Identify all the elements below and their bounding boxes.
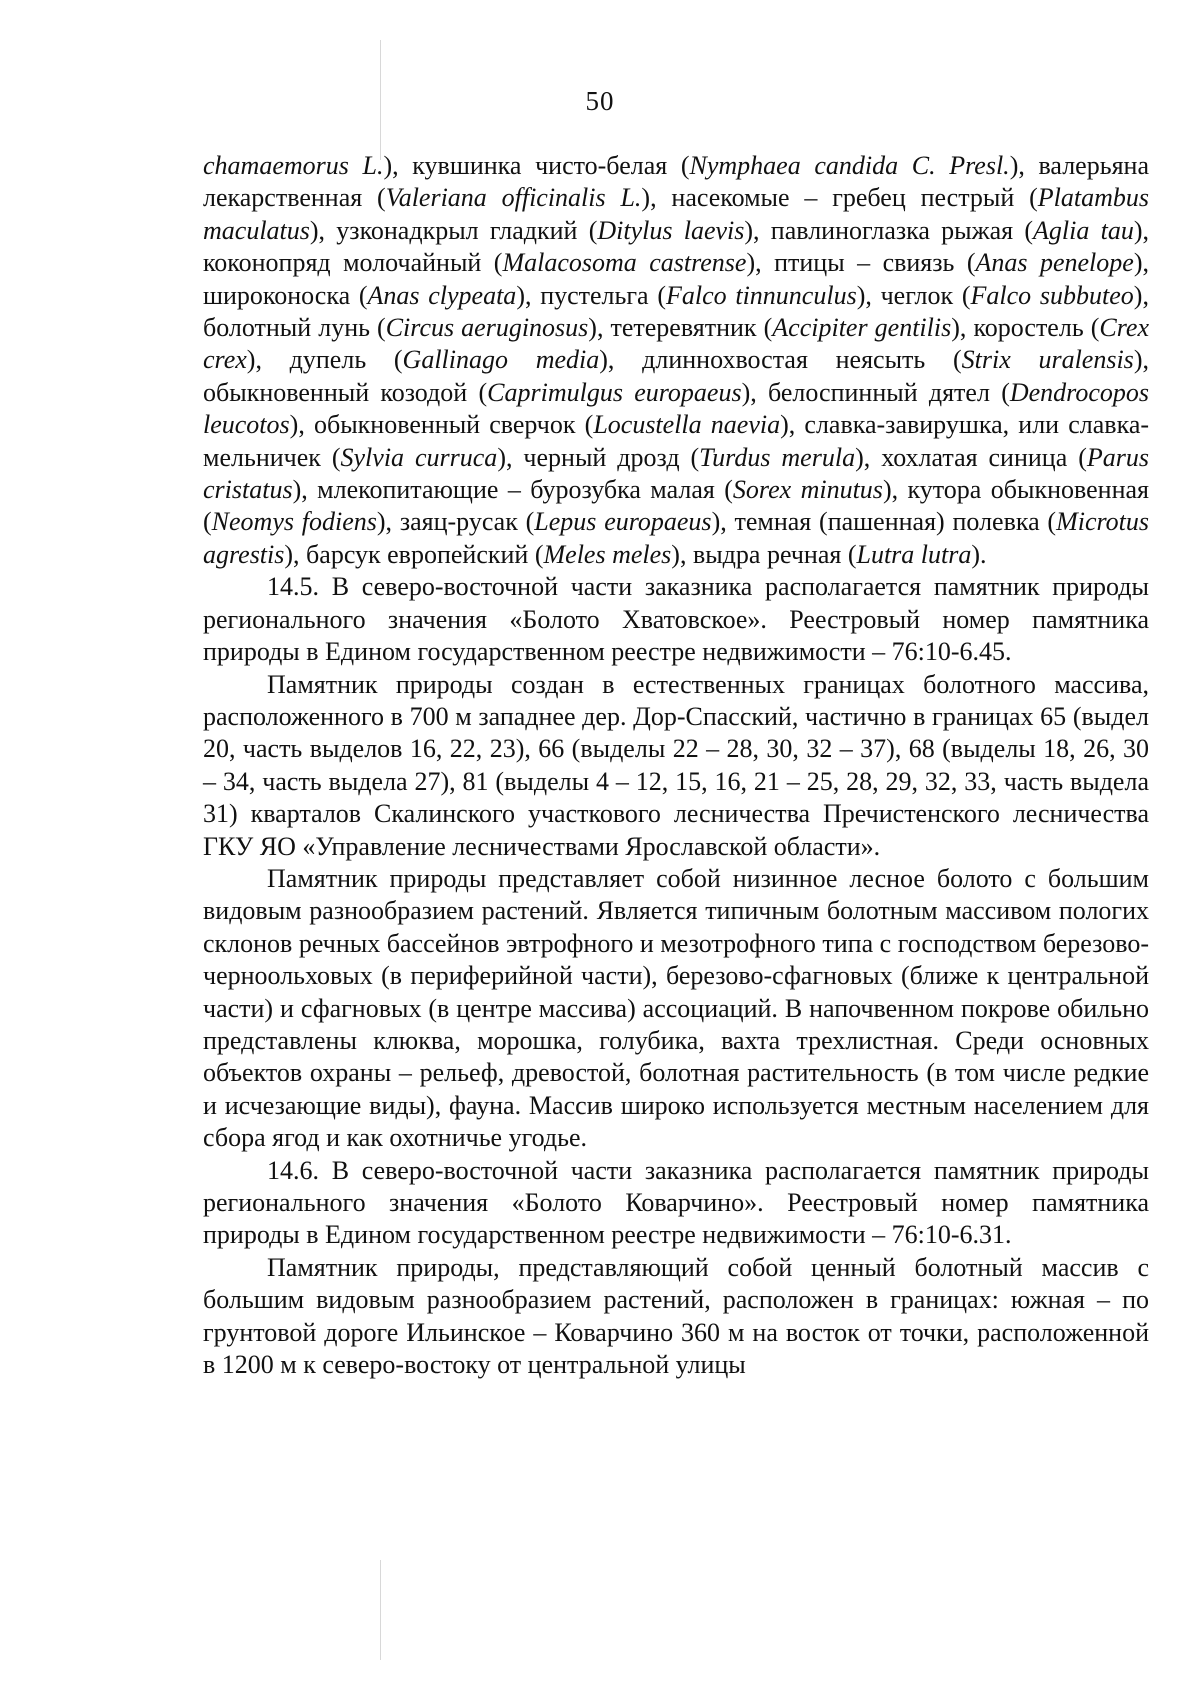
paragraph-3: Памятник природы создан в естественных границах болотного массива, расположенного в 700 м западнее дер. Дор-Спасский, частично в границах 65 (выдел 20, часть выделов 16, 22, 23), 66 (выделы 22 – 28, 30, 32 – 37), 68 (выделы 18, 26, 30 – 34, часть выдела 27), 81 (выделы 4 – 12, 15, 16, 21 – 25, 28, 29, 32, 33, часть выдела 31) кварталов Скалинского участкового лесничества Пречистенского лесничества ГКУ ЯО «Управление лесничествами Ярославской области». xyxy=(203,669,1149,861)
paragraph-2: 14.5. В северо-восточной части заказника располагается памятник природы регионального значения «Болото Хватовское». Реестровый номер памятника природы в Едином государственном реестре недвижимости – 76:10-6.45. xyxy=(203,572,1149,667)
paragraph-5: 14.6. В северо-восточной части заказника располагается памятник природы регионального значения «Болото Коварчино». Реестровый номер памятника природы в Едином государственном реестре недвижимости – 76:10-6.31. xyxy=(203,1155,1149,1250)
paragraph-6: Памятник природы, представляющий собой ценный болотный массив с большим видовым разнообразием растений, расположен в границах: южная – по грунтовой дороге Ильинское – Коварчино 360 м на восток от точки, расположенной в 1200 м к северо-востоку от центральной улицы xyxy=(203,1252,1149,1380)
document-body xyxy=(203,150,1149,1381)
scan-artifact-line xyxy=(380,1560,381,1660)
paragraph-4: Памятник природы представляет собой низинное лесное болото с большим видовым разнообразием растений. Является типичным болотным массивом пологих склонов речных бассейнов эвтрофного и мезотрофного типа с господством березово-черноольховых (в периферийной части), березово-сфагновых (ближе к центральной части) и сфагновых (в центре массива) ассоциаций. В напочвенном покрове обильно представлены клюква, морошка, голубика, вахта трехлистная. Среди основных объектов охраны – рельеф, древостой, болотная растительность (в том числе редкие и исчезающие виды), фауна. Массив широко используется местным населением для сбора ягод и как охотничье угодье. xyxy=(203,863,1149,1153)
paragraph-1: chamaemorus L.), кувшинка чисто-белая (Nymphaea candida C. Presl.), валерьяна лекарственная (Valeriana officinalis L.), насекомые – гребец пестрый (Platambus maculatus), узконадкрыл гладкий (Ditylus laevis), павлиноглазка рыжая (Aglia tau), коконопряд молочайный (Malacosoma castrense), птицы – свиязь (Anas penelope), широконоска (Anas clypeata), пустельга (Falco tinnunculus), чеглок (Falco subbuteo), болотный лунь (Circus aeruginosus), тетеревятник (Accipiter gentilis), коростель (Crex crex), дупель (Gallinago media), длиннохвостая неясыть (Strix uralensis), обыкновенный козодой (Caprimulgus europaeus), белоспинный дятел (Dendrocopos leucotos), обыкновенный сверчок (Locustella naevia), славка-завирушка, или славка-мельничек (Sylvia curruca), черный дрозд (Turdus merula), хохлатая синица (Parus cristatus), млекопитающие – бурозубка малая (Sorex minutus), кутора обыкновенная (Neomys fodiens), заяц-русак (Lepus europaeus), темная (пашенная) полевка (Microtus agrestis), барсук европейский (Meles meles), выдра речная (Lutra lutra). xyxy=(203,151,1150,569)
page-number: 50 xyxy=(585,86,615,116)
